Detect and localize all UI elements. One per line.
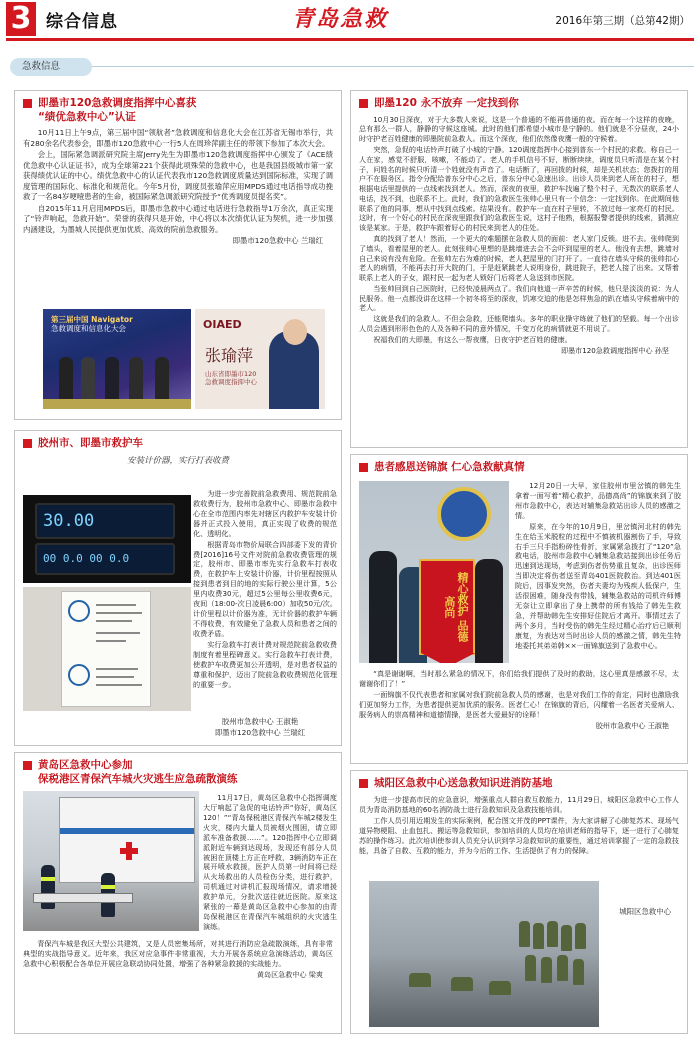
bullet-square-icon xyxy=(359,463,368,472)
cpr-training-photo xyxy=(369,881,599,1027)
article-title: 城阳区急救中心送急救知识进消防基地 xyxy=(359,777,679,791)
article-body: 为进一步提高市民的应急意识，增强重点人群自救互救能力，11月29日，城阳区急救中心工作人员为青岛消防基地的60名消防战士进行急救知识及急救技能培训。 工作人员引用近期发生的实际案例，配合图文并茂的PPT课件，为大家讲解了心肺复苏术、现场气道异物梗阻、止血包扎、搬运等急救知识，参加培训的人员均在培训老师的指导下，逐一进行了心肺复苏的操作练习。此次培训使参训人员充分认识到学习急救知识的重要性，通过培训掌握了一定的急救技能，具备了自救、互救的能力，并为今后的工作、生活提供了有力的保障。 xyxy=(359,794,679,855)
article-title: 即墨市120急救调度指挥中心喜获 “绩优急救中心”认证 xyxy=(23,97,333,124)
bullet-square-icon xyxy=(23,99,32,108)
article-fire-drill xyxy=(14,752,342,1034)
article-ambulance-meter xyxy=(14,430,342,746)
bullet-square-icon xyxy=(359,779,368,788)
article-body: 11月17日，黄岛区急救中心指挥调度大厅响起了急促的电话铃声“你好，黄岛区120！”“青岛保税港区青保汽车城2楼发生火灾，楼内大量人员被烟火围困，请立即派车准备救援……”。120指挥中心立即调派附近车辆到达现场，发现还有部分人员被困在顶楼上方正在呼救，3辆消防车正在展开喷水救援，医护人员第一时间将已经从火场救出的人员检伤分类，进行救护，司机通过对讲机汇报现场情况，请求增援救护单元，分批次送往就近医院。原来这紧张的一幕是黄岛区急救中心参加的由青岛保税港区在青保汽车城组织的火灾逃生演练。 xyxy=(203,793,337,931)
dispatcher-portrait-photo: OIAED 张瑜萍 山东省即墨市120 急救调度指挥中心 xyxy=(195,309,325,409)
article-jimo-award xyxy=(14,90,342,420)
issue-info: 2016年第三期（总第42期） xyxy=(555,15,690,27)
award-ceremony-photo: 第三届中国 Navigator 急救调度和信息化大会 xyxy=(43,309,191,409)
silk-banner-photo: 精心救护 品德高尚 xyxy=(359,481,509,663)
bullet-square-icon xyxy=(23,439,32,448)
article-never-give-up xyxy=(350,90,688,448)
masthead-logo: 青岛急救 xyxy=(292,6,389,32)
article-title: 黄岛区急救中心参加 保税港区青保汽车城火灾逃生应急疏散演练 xyxy=(23,759,333,786)
category-rule xyxy=(92,66,694,67)
category-tag: 急救信息 xyxy=(10,58,92,76)
bullet-square-icon xyxy=(359,99,368,108)
bullet-square-icon xyxy=(23,761,32,770)
fee-receipt-photo xyxy=(23,587,191,711)
article-signature: 即墨市120急救调度指挥中心 孙坚 xyxy=(560,345,669,355)
article-fire-base-training xyxy=(350,770,688,1034)
article-body: 12月20日一大早，家住胶州市里岔镇的韩先生拿着一面写着“精心救护，品德高尚”的锦旗来到了胶州市急救中心，表达对辅集急救站出诊人员的感激之情。 原来，在今年的10月9日，里岔镇河北村的韩先生在给玉米脱粒的过程中不慎被机器割伤了手，导致右手三只手指粉碎性骨折，家属紧急拨打了“120”急救电话，胶州市急救中心辅集急救站接到出诊任务后迅速到达现场，考虑到伤者伤势重且复杂，出诊医师当即决定将伤者送至青岛401医院救治。到达401医院后，因事发突然，伤者夫妻均为残疾人低保户，生活很困难，随身没有带钱，辅集急救站的司机许师傅无奈让立即拿出了身上携带的所有钱给了韩先生救急，并帮助韩先生安排好住院后才离开。事情过去了两个多月，当时受伤的韩先生经过精心治疗后已顺利康复，为表达对当时出诊人员的感激之情，韩先生特地委托其弟弟韩××一面锦旗送到了急救中心。 xyxy=(515,481,681,650)
article-title: 胶州市、即墨市救护车 xyxy=(23,437,333,451)
article-body-continued: 青保汽车城是我区大型公共建筑，又是人员密集场所，对其进行消防应急疏散演练，具有非常典型的实战指导意义。近年来，我区对应急事件非常重视，大力开展各系统应急演练活动，黄岛区急救中心积极配合各单位开展应急联动协同处置，增强了各种紧急救援的实战能力。 黄岛区急救中心 梁爽 xyxy=(23,939,333,980)
article-title: 患者感恩送锦旗 仁心急救献真情 xyxy=(359,461,679,475)
article-body-continued: “真是谢谢啊，当时那么紧急的情况下，你们给我们提供了及时的救助，这心里真是感激不尽，太谢谢你们了！” 一面锦旗不仅代表患者和家属对我们院前急救人员的感谢，也是对我们工作的肯定，同时也激励我们更加努力工作，为患者提供更加优质的服务。医者仁心！在锦旗的背后，闪耀着一名医者关爱病人、服务病人的崇高精神和道德情操，是医者大爱最好的诠释！ 胶州市急救中心 王淑艳 xyxy=(359,669,679,730)
article-grateful-banner xyxy=(350,454,688,764)
article-body: 为进一步完善院前急救费用、规范院前急救收费行为，胶州市急救中心、即墨市急救中心在全市范围内率先对辖区内救护车安装计价器并正式投入使用，真正实现了收费的规范化、透明化。 根据青岛市物价局联合四部委下发的青价费[2016]16号文件对院前急救收费管理的规定，胶州市、即墨市率先实行急救车打表收费，在救护车上安装计价器，计价里程按照从接到患者到目的地的实际行驶公里计算，5公里内收费30元，超过5公里每公里收费6元，夜间（18:00-次日凌晨6:00）加收50元/次。计价里程以计价器为准，无计价器的救护车辆不得收费，有效避免了急救人员和患者之间的收费矛盾。 实行急救车打表计费对规范院前急救收费制度有着里程碑意义。实行急救车打表计费，使救护车收费更加公开透明，是对患者权益的尊重和保护，迈出了院前急救收费规范化管理的重要一步。 xyxy=(193,489,337,689)
article-signature: 胶州市急救中心 王淑艳 xyxy=(595,720,669,730)
article-signature: 黄岛区急救中心 梁爽 xyxy=(256,970,323,980)
article-signature: 城阳区急救中心 xyxy=(619,907,671,916)
article-body: 10月11日上午9点，第三届中国“领航者”急救调度和信息化大会在江苏省无锡市举行，共有280余名代表参会，即墨市120急救中心一行5人在周珍萍副主任的带领下参加了本次大会。 会上，国际紧急调派研究院主席Jerry先生为即墨市120急救调度指挥中心颁发了《ACE绩优急救中心认证证书》，成为全球第221个获得此项殊荣的急救中心，也是我国县级城市第一家获得绩优认证的中心。绩优急救中心的认证代表我市120急救调度质量达到国际标准，实现了调度管理的国际化、标准化和规范化。今年5月份，调度员张瑜萍应用MPDS通过电话指导成功挽救了一名84岁哽噎患者的生命，被国际紧急调派研究院授予“优秀调度员提名奖”。 自2015年11月启用MPDS后，即墨市急救中心通过电话进行急救指导1万余次，真正实现了“铃声响起，急救开始”。荣誉的获得只是开始，中心将以本次绩优认证为契机，进一步加强内涵建设，为墨城人民提供更加优质、高效的院前急救服务。 即墨市120急救中心 兰瑞红 xyxy=(23,128,333,246)
article-body: 10月30日深夜，对于大多数人来说，这是一个普通的不能再普通的夜。而在每一个这样的夜晚，总有那么一群人，静静的守候这座城。此时的他们都希望小城市是宁静的。他们就是不分昼夜，24小时守护老百姓健康的即墨院前急救人。而这个深夜，他们依然像夜鹰一般的守候着。 突然，急促的电话铃声打破了小城的宁静。120调度指挥中心接到普东一个村民的求救。称自己一人在家，感觉不舒服，咳嗽，不能动了。老人的手机信号不好，断断续续，调度员只听清是在某个村子，问姓名的时候只听清一个姓就没有声音了。电话断了，再回拨的时候，却是关机状态；您拨打的用户不在服务区。指令分配给普东分中心之后，普东分中心急速出诊。出诊人员来到老人所在的村子，想根据电话里提供的一点线索找到老人。然而，深夜的夜里，救护车找遍了整个村子，无数次的联系老人电话，找不到，也联系不上。此时，我们的急救医生张帅心里只有一个信念：一定找到你。在此期间他联系了他的同事，想从中找到点线索。结果没有。救护车一直在村子里转，不放过每一家亮灯的村民。这时，有一个好心的村民在深夜里跟我们的急救医生说，这村子他熟，根据报警者提供的线索，猜测应该是某家。于是，救护车跟着好心的村民来到老人的住处。 真的找到了老人！然而，一个更大的难题摆在急救人员的面前：老人家门反锁。进不去。张帅爬到了墙头，看着屋里的老人。此刻张帅心里想的是跳墙进去会不会吓到屋里的老人。他没有去想，跳墙对自己来说有没有危险。在张帅左右为难的时候，老人把屋里的门打开了。一直待在墙头守候的张帅扣心老人的病情，不能再去打开大院的门，于是赶紧跳老人说明身份，跳进院子，把老人接了出来。又帮着联系上老人的子女，跟村民一起为老人锁好门后将老人急送到市医院。 当张帅回到自己医院时，已经快凌晨两点了。我们向他道一声辛苦的时候，他只是淡淡的说：为人民服务。他一点都没讲在这样一个初冬将至的深夜，饥寒交迫的他是怎样焦急的趴在墙头守候着病中的老人。 这就是我们的急救人。不但会急救，还能爬墙头。多年的职业操守练就了他们的坚毅。每一个出诊人员会遇到形形色色的人及各种不同的意外情况，千变万化的病情就更不用说了。 祝福我们的大即墨，有这么一帮夜鹰，日夜守护老百姓的健康。 即墨市120急救调度指挥中心 孙坚 xyxy=(359,114,679,355)
article-signature: 即墨市120急救中心 兰瑞红 xyxy=(232,236,323,246)
taximeter-photo: 30.00 00 0.0 00 0.0 xyxy=(23,495,191,583)
header-rule xyxy=(6,38,694,41)
article-title: 即墨120 永不放弃 一定找到你 xyxy=(359,97,679,111)
page-number: 3 xyxy=(6,2,36,36)
article-subtitle: 安装计价器，实行打表收费 xyxy=(126,455,229,466)
article-signature: 胶州市急救中心 王淑艳 即墨市120急救中心 兰瑞红 xyxy=(214,717,306,737)
fire-drill-photo xyxy=(23,791,199,931)
section-title: 综合信息 xyxy=(46,12,118,32)
